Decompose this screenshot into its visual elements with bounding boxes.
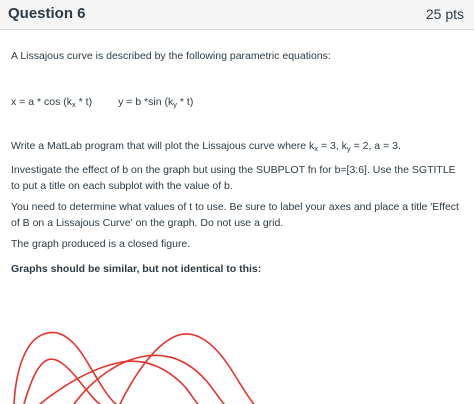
equation-x: $x = a * \cos (k_x * t)$ bbox=[11, 96, 93, 109]
closed-figure-text: The graph produced is a closed figure. bbox=[11, 238, 191, 250]
question-header bbox=[0, 0, 474, 30]
curve-cross-left bbox=[40, 361, 198, 404]
intro-text: A Lissajous curve is described by the following parametric equations: bbox=[11, 50, 331, 62]
investigate-text: Investigate the effect of b on the graph but using the SUBPLOT fn for b=[3:6]. Use the SGTITLE to put a title on each subplot with the value of b. bbox=[11, 164, 456, 192]
task-text: Write a MatLab program that will plot the Lissajous curve where $k_x = 3$, $k_y = 2$, a = 3. bbox=[11, 140, 401, 153]
equation-y: y = b *sin $(k_y * t)$ bbox=[118, 96, 194, 109]
equations bbox=[11, 94, 467, 110]
question-title: Question 6 bbox=[8, 5, 86, 22]
curve-center-cross bbox=[74, 355, 224, 404]
question-points: 25 pts bbox=[425, 6, 464, 22]
graphs-note: Graphs should be similar, but not identical to this: bbox=[11, 263, 262, 275]
instructions-text: You need to determine what values of t to use. Be sure to label your axes and place a title 'Effect of B on a Lissajous Curve' on the graph. Do not use a grid. bbox=[11, 201, 459, 229]
curve-inner-left bbox=[24, 359, 100, 404]
curve-center-up bbox=[120, 334, 254, 404]
lissajous-curve-image bbox=[0, 318, 474, 404]
